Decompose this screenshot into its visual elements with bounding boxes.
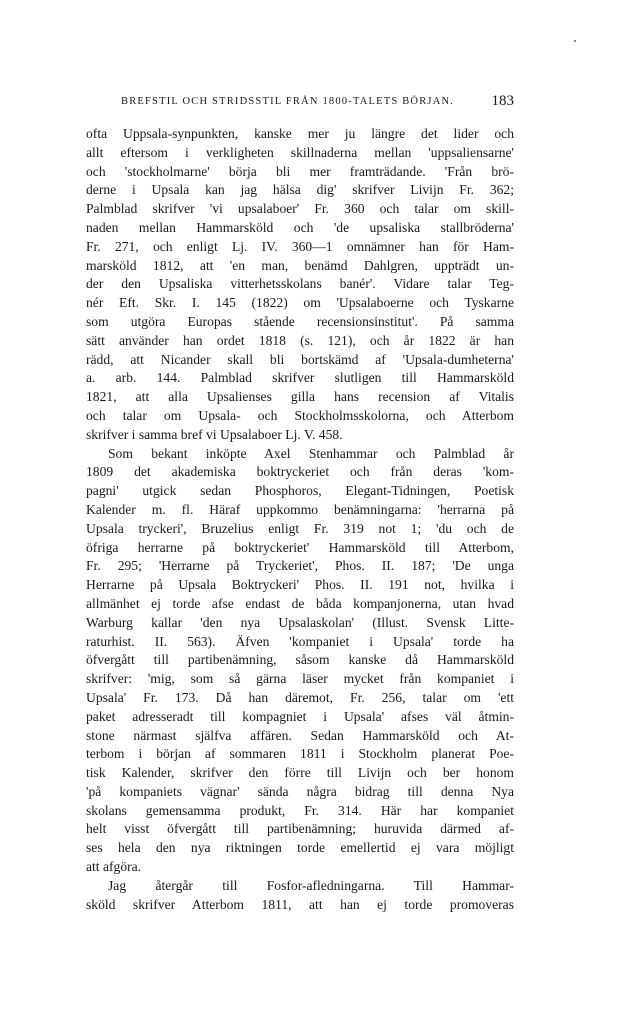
- text-line: sköld skrifver Atterbom 1811, att han ej torde promoveras: [86, 896, 514, 912]
- page-header: [86, 93, 514, 113]
- running-head: BREFSTIL OCH STRIDSSTIL FRÅN 1800-TALETS BÖRJAN.: [121, 96, 455, 107]
- text-line: 1821, att alla Upsalienses gilla hans recension af Vitalis: [86, 389, 514, 405]
- text-line: skrifver i samma bref vi Upsalaboer Lj. V. 458.: [86, 426, 343, 442]
- page-number: 183: [491, 93, 514, 109]
- text-line: Jag återgår till Fosfor-afledningarna. Till Hammar-: [108, 877, 514, 893]
- text-line: öfriga herrarne på boktryckeriet' Hammarsköld till Atterbom,: [86, 539, 514, 555]
- text-line: Som bekant inköpte Axel Stenhammar och Palmblad år: [108, 445, 514, 461]
- text-line: stone närmast själfva affären. Sedan Hammarsköld och At-: [86, 727, 514, 743]
- text-line: skolans gemensamma produkt, Fr. 314. Här har kompaniet: [86, 802, 514, 818]
- text-line: skrifver: 'mig, som så gärna läser mycket från kompaniet i: [86, 671, 514, 687]
- text-line: marsköld 1812, att 'en man, benämd Dahlgren, uppträdt un-: [86, 257, 514, 273]
- text-line: Warburg kallar 'den nya Upsalaskolan' (Illust. Svensk Litte-: [86, 614, 514, 630]
- text-line: Kalender m. fl. Häraf uppkommo benämningarna: 'herrarna på: [86, 501, 514, 517]
- body-text: [86, 125, 514, 914]
- text-line: Fr. 271, och enligt Lj. IV. 360—1 omnämner han för Ham-: [86, 238, 514, 254]
- text-line: naden mellan Hammarsköld och 'de upsaliska stallbröderna': [86, 219, 514, 235]
- text-line: Palmblad skrifver 'vi upsalaboer' Fr. 360 och talar om skill-: [86, 201, 514, 217]
- text-line: Upsala tryckeri', Bruzelius enligt Fr. 319 not 1; 'du och de: [86, 520, 514, 536]
- page-speck: [574, 40, 576, 42]
- text-line: helt visst öfvergått till partibenämning; huruvida därmed af-: [86, 821, 514, 837]
- text-line: paket adresseradt till kompagniet i Upsala' afses väl åtmin-: [86, 708, 514, 724]
- text-line: Fr. 295; 'Herrarne på Tryckeriet', Phos. II. 187; 'De unga: [86, 558, 514, 574]
- text-line: 1809 det akademiska boktryckeriet och från deras 'kom-: [86, 464, 514, 480]
- text-line: der den Upsaliska vitterhetsskolans banér'. Vidare talar Teg-: [86, 276, 514, 292]
- text-line: att afgöra.: [86, 859, 142, 875]
- text-line: och 'stockholmarne' börja bli mer framträdande. 'Från brö-: [86, 163, 514, 179]
- text-line: ofta Uppsala-synpunkten, kanske mer ju längre det lider och: [86, 126, 514, 141]
- text-line: och talar om Upsala- och Stockholmsskolorna, och Atterbom: [86, 407, 514, 423]
- text-line: a. arb. 144. Palmblad skrifver slutligen till Hammarsköld: [86, 370, 514, 386]
- text-line: raturhist. II. 563). Äfven 'kompaniet i Upsala' torde ha: [86, 633, 514, 649]
- text-line: allmänhet ej torde afse endast de båda kompanjonerna, utan hvad: [86, 595, 514, 611]
- text-line: pagni' utgick sedan Phosphoros, Elegant-Tidningen, Poetisk: [86, 483, 514, 499]
- text-line: nér Eft. Skr. I. 145 (1822) om 'Upsalaboerne och Tyskarne: [86, 295, 514, 311]
- text-line: rädd, att Nicander skall bli bortskämd af 'Upsala-dumheterna': [86, 351, 514, 367]
- text-line: terbom i början af sommaren 1811 i Stockholm planerat Poe-: [86, 746, 514, 762]
- text-line: sätt använder han ordet 1818 (s. 121), och år 1822 är han: [86, 332, 514, 348]
- text-line: 'på kompaniets vägnar' sända några bidrag till denna Nya: [86, 783, 514, 799]
- text-line: derne i Upsala kan jag hälsa dig' skrifver Livijn Fr. 362;: [86, 182, 514, 198]
- text-line: tisk Kalender, skrifver den förre till Livijn och ber honom: [86, 765, 514, 781]
- text-line: allt eftersom i verkligheten skillnaderna mellan 'uppsaliensarne': [86, 144, 514, 160]
- text-line: som utgöra Europas stående recensionsinstitut'. På samma: [86, 313, 514, 329]
- text-line: öfvergått till partibenämning, såsom kanske då Hammarsköld: [86, 652, 514, 668]
- text-line: ses hela den nya riktningen torde emellertid ej vara möjligt: [86, 840, 514, 856]
- text-line: Upsala' Fr. 173. Då han däremot, Fr. 256, talar om 'ett: [86, 689, 514, 705]
- text-line: Herrarne på Upsala Boktryckeri' Phos. II. 191 not, hvilka i: [86, 577, 514, 593]
